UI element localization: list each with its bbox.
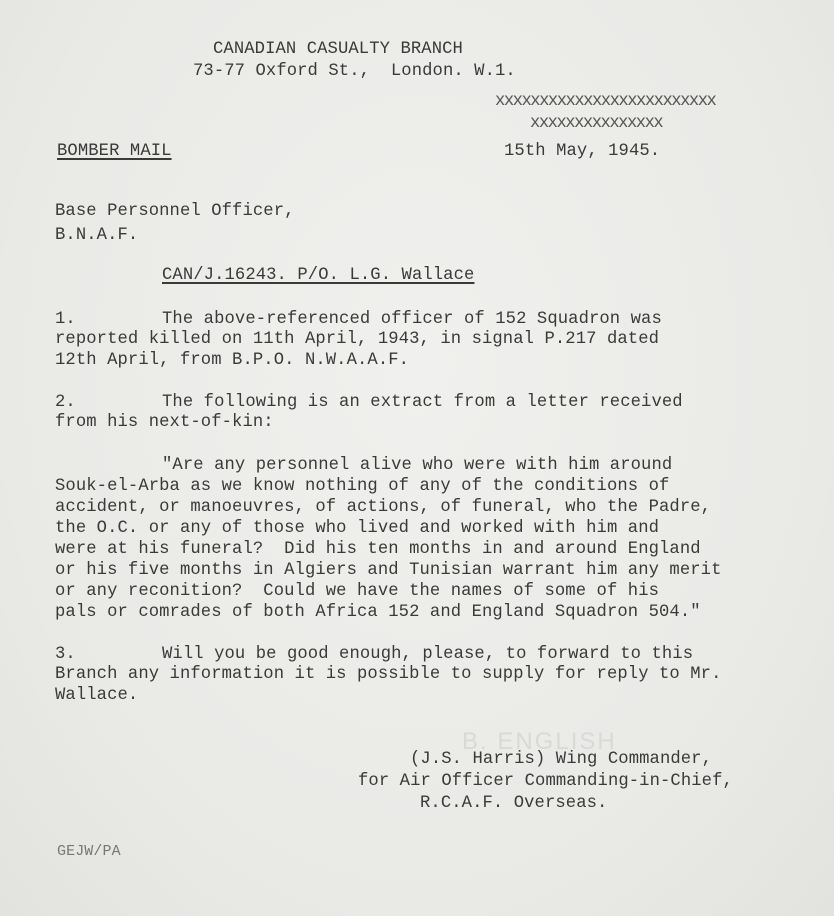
quote-line: were at his funeral? Did his ten months in and around England	[55, 540, 701, 559]
subject-line: CAN/J.16243. P/O. L.G. Wallace	[162, 266, 475, 285]
para1-line: The above-referenced officer of 152 Squadron was	[162, 310, 662, 329]
quote-line: or his five months in Algiers and Tunisian warrant him any merit	[55, 561, 722, 580]
quote-line: pals or comrades of both Africa 152 and England Squadron 504."	[55, 603, 701, 622]
para1-number: 1.	[55, 310, 76, 329]
recipient-line-2: B.N.A.F.	[55, 226, 139, 245]
para3-line: Will you be good enough, please, to forward to this	[162, 645, 694, 664]
para2-line: The following is an extract from a letter received	[162, 393, 683, 412]
para3-number: 3.	[55, 645, 76, 664]
signature-line: for Air Officer Commanding-in-Chief,	[358, 772, 733, 791]
quote-line: accident, or manoeuvres, of actions, of funeral, who the Padre,	[55, 498, 712, 517]
faint-stamp: B. ENGLISH	[462, 728, 617, 755]
para1-line: 12th April, from B.P.O. N.W.A.A.F.	[55, 351, 410, 370]
quote-line: "Are any personnel alive who were with him around	[162, 456, 673, 475]
quote-line: the O.C. or any of those who lived and worked with him and	[55, 519, 660, 538]
signature-line: (J.S. Harris) Wing Commander,	[410, 750, 713, 769]
para2-number: 2.	[55, 393, 76, 412]
letterhead-org: CANADIAN CASUALTY BRANCH	[213, 40, 463, 59]
letter-date: 15th May, 1945.	[504, 142, 661, 161]
redaction-line-2: xxxxxxxxxxxxxxx	[530, 114, 663, 133]
delivery-method: BOMBER MAIL	[57, 142, 172, 161]
para1-line: reported killed on 11th April, 1943, in signal P.217 dated	[55, 330, 660, 349]
redaction-line-1: xxxxxxxxxxxxxxxxxxxxxxxxx	[495, 92, 716, 111]
para3-line: Branch any information it is possible to supply for reply to Mr.	[55, 665, 722, 684]
para2-line: from his next-of-kin:	[55, 413, 274, 432]
para3-line: Wallace.	[55, 686, 139, 705]
signature-line: R.C.A.F. Overseas.	[420, 794, 608, 813]
recipient-line-1: Base Personnel Officer,	[55, 202, 295, 221]
quote-line: or any reconition? Could we have the names of some of his	[55, 582, 660, 601]
letterhead-address: 73-77 Oxford St., London. W.1.	[193, 62, 516, 81]
reference-initials: GEJW/PA	[57, 843, 121, 860]
quote-line: Souk-el-Arba as we know nothing of any of the conditions of	[55, 477, 670, 496]
